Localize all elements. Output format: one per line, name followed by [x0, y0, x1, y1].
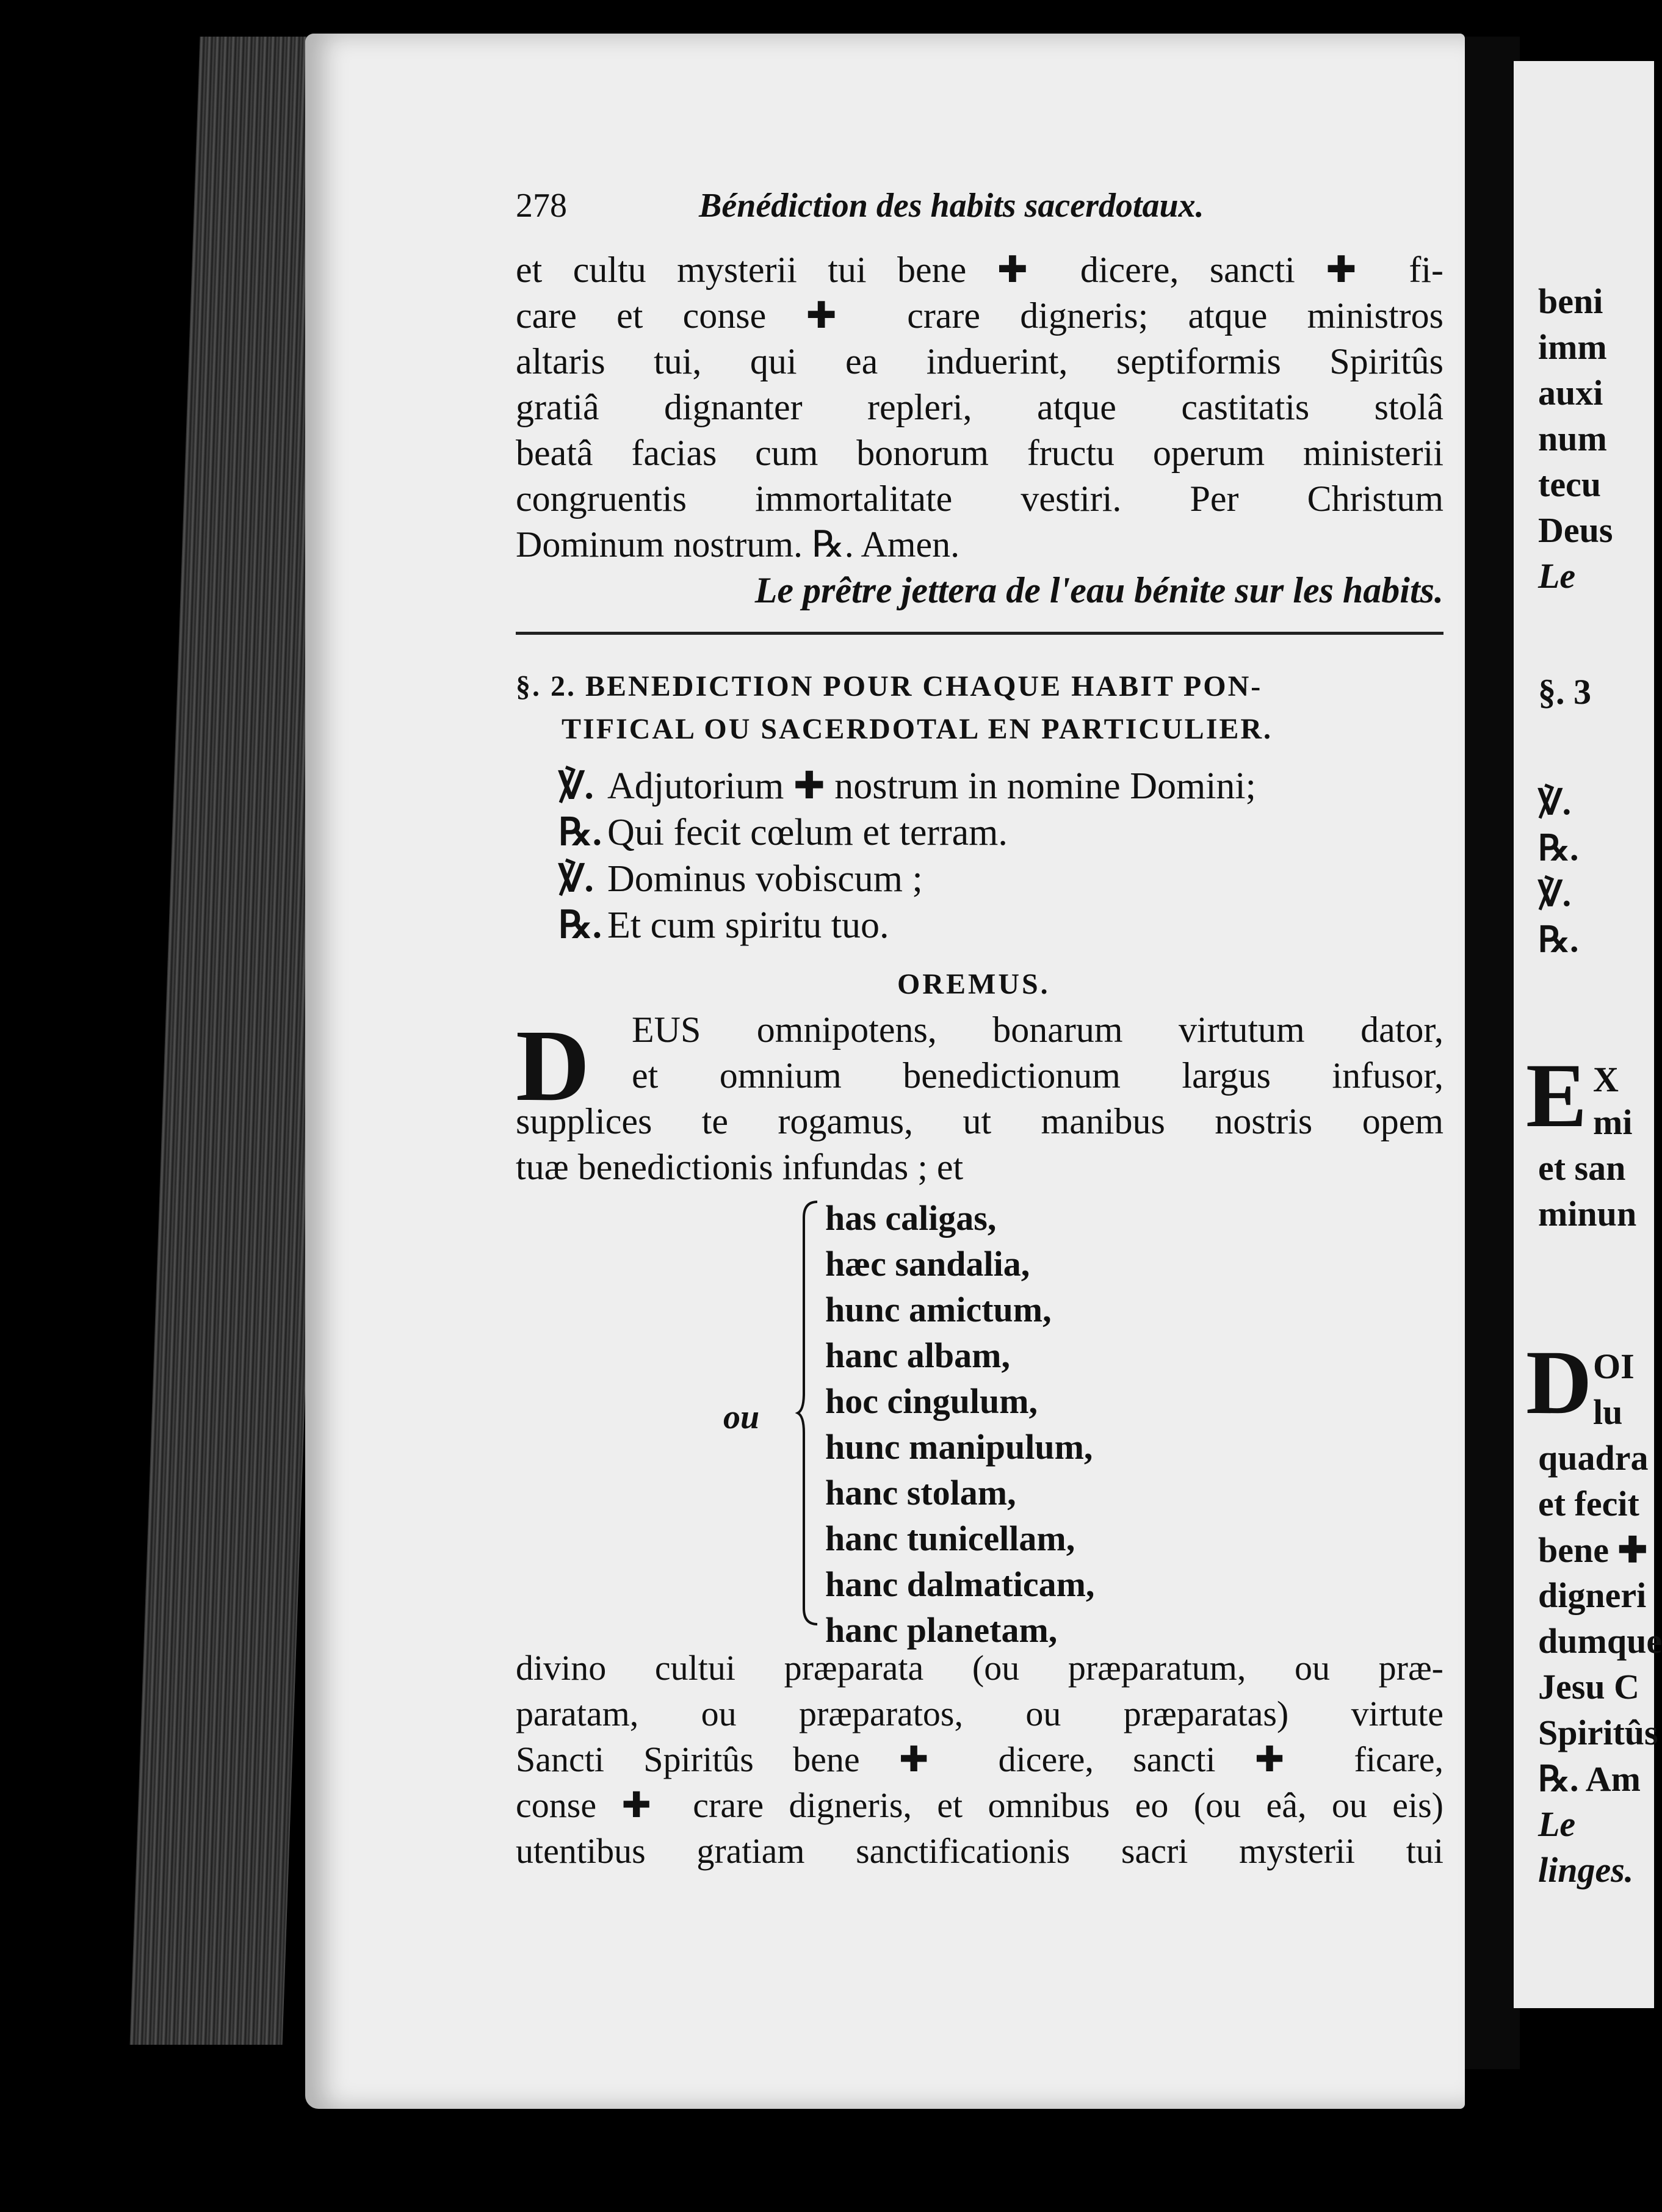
section-heading-line: §. 2. BENEDICTION POUR CHAQUE HABIT PON- — [516, 670, 1263, 703]
running-title: Bénédiction des habits sacerdotaux. — [699, 187, 1204, 225]
facing-text: bene ✚ — [1538, 1530, 1648, 1570]
facing-text: ℣. — [1538, 874, 1572, 914]
versicle-text: Dominus vobiscum ; — [607, 858, 923, 900]
response-text: Et cum spiritu tuo. — [607, 905, 889, 946]
text-line: EUS omnipotens, bonarum virtutum dator, — [632, 1010, 1443, 1050]
ou-label: ou — [723, 1398, 760, 1436]
facing-text: dumque — [1538, 1621, 1662, 1661]
facing-text: beni — [1538, 281, 1603, 321]
facing-text: auxi — [1538, 373, 1603, 413]
text-line: conse ✚ crare digneris, et omnibus eo (ou eâ, ou eis) — [516, 1785, 1443, 1825]
list-item: hunc amictum, — [825, 1290, 1052, 1329]
response-symbol: ℞. — [558, 812, 602, 853]
facing-text: digneri — [1538, 1575, 1647, 1615]
versicle-row — [558, 809, 1256, 856]
list-item: hanc stolam, — [825, 1473, 1016, 1513]
text-line: beatâ facias cum bonorum fructu operum ministerii — [516, 433, 1443, 473]
drop-cap: D — [516, 1009, 590, 1122]
curly-brace — [797, 1199, 821, 1627]
versicle-symbol: ℣. — [558, 765, 594, 807]
vestment-list — [825, 1195, 1094, 1653]
list-item: hanc albam, — [825, 1336, 1010, 1375]
facing-text: et fecit — [1538, 1484, 1639, 1523]
list-item: hoc cingulum, — [825, 1381, 1038, 1421]
opening-paragraph — [516, 247, 1443, 613]
facing-text: ℞. Am — [1538, 1759, 1641, 1799]
response-symbol: ℞. — [558, 905, 602, 946]
facing-text: quadra — [1538, 1438, 1649, 1478]
facing-text: Deus — [1538, 510, 1613, 550]
list-item: hunc manipulum, — [825, 1427, 1093, 1467]
text-line: supplices te rogamus, ut manibus nostris opem — [516, 1101, 1443, 1141]
section-heading — [516, 665, 1443, 751]
oremus-heading: OREMUS. — [897, 968, 1050, 1000]
facing-text: et san — [1538, 1148, 1626, 1188]
page-number: 278 — [516, 187, 567, 225]
list-item: hanc dalmaticam, — [825, 1564, 1095, 1604]
versicle-symbol: ℣. — [558, 858, 594, 900]
list-item: hanc tunicellam, — [825, 1519, 1075, 1558]
facing-page-fragment — [1514, 61, 1662, 2008]
facing-text: tecu — [1538, 464, 1602, 504]
rubric: Le prêtre jettera de l'eau bénite sur les habits. — [754, 570, 1443, 610]
facing-text: lu — [1593, 1392, 1623, 1432]
facing-text: Le — [1538, 1804, 1576, 1844]
text-line: divino cultui præparata (ou præparatum, ou præ- — [516, 1648, 1443, 1688]
text-line: altaris tui, qui ea induerint, septiformis Spiritûs — [516, 341, 1443, 381]
text-line: congruentis immortalitate vestiri. Per Christum — [516, 479, 1443, 519]
versicle-row — [558, 902, 1256, 949]
text-line: et cultu mysterii tui bene ✚ dicere, sancti ✚ fi- — [516, 250, 1443, 290]
section-rule — [516, 632, 1443, 635]
facing-text: X — [1593, 1060, 1619, 1099]
facing-text: mi — [1593, 1102, 1633, 1142]
facing-initial: E — [1526, 1045, 1588, 1146]
facing-text: OI — [1593, 1346, 1635, 1386]
facing-text: ℞. — [1538, 828, 1579, 868]
text-line: utentibus gratiam sanctificationis sacri mysterii tui — [516, 1831, 1443, 1871]
text-line: Dominum nostrum. ℞. Amen. — [516, 524, 960, 565]
response-text: Qui fecit cœlum et terram. — [607, 812, 1008, 853]
list-item: hanc planetam, — [825, 1610, 1058, 1650]
running-header — [516, 186, 1285, 229]
facing-text: Le — [1538, 556, 1576, 596]
versicle-row — [558, 763, 1256, 809]
facing-text: minun — [1538, 1194, 1637, 1234]
facing-initial: D — [1526, 1332, 1592, 1433]
book-gutter — [1465, 37, 1520, 2069]
text-line: paratam, ou præparatos, ou præparatas) virtute — [516, 1694, 1443, 1733]
versicles — [558, 763, 1256, 949]
text-line: et omnium benedictionum largus infusor, — [632, 1055, 1443, 1096]
facing-text: Spiritûs — [1538, 1713, 1658, 1752]
facing-text: imm — [1538, 327, 1607, 367]
facing-text: linges. — [1538, 1850, 1634, 1890]
list-item: has caligas, — [825, 1198, 997, 1238]
facing-text: §. 3 — [1538, 672, 1591, 712]
section-heading-line: TIFICAL OU SACERDOTAL EN PARTICULIER. — [562, 713, 1273, 745]
facing-text: Jesu C — [1538, 1667, 1639, 1707]
versicle-row — [558, 856, 1256, 902]
text-line: Sancti Spiritûs bene ✚ dicere, sancti ✚ ficare, — [516, 1740, 1443, 1779]
text-line: tuæ benedictionis infundas ; et — [516, 1147, 964, 1187]
text-line: care et conse ✚ crare digneris; atque ministros — [516, 295, 1443, 336]
versicle-text: Adjutorium ✚ nostrum in nomine Domini; — [607, 765, 1256, 807]
facing-text: num — [1538, 419, 1607, 458]
list-item: hæc sandalia, — [825, 1244, 1030, 1284]
text-line: gratiâ dignanter repleri, atque castitatis stolâ — [516, 387, 1443, 427]
closing-paragraph — [516, 1645, 1443, 1874]
facing-text: ℞. — [1538, 920, 1579, 960]
facing-text: ℣. — [1538, 783, 1572, 822]
